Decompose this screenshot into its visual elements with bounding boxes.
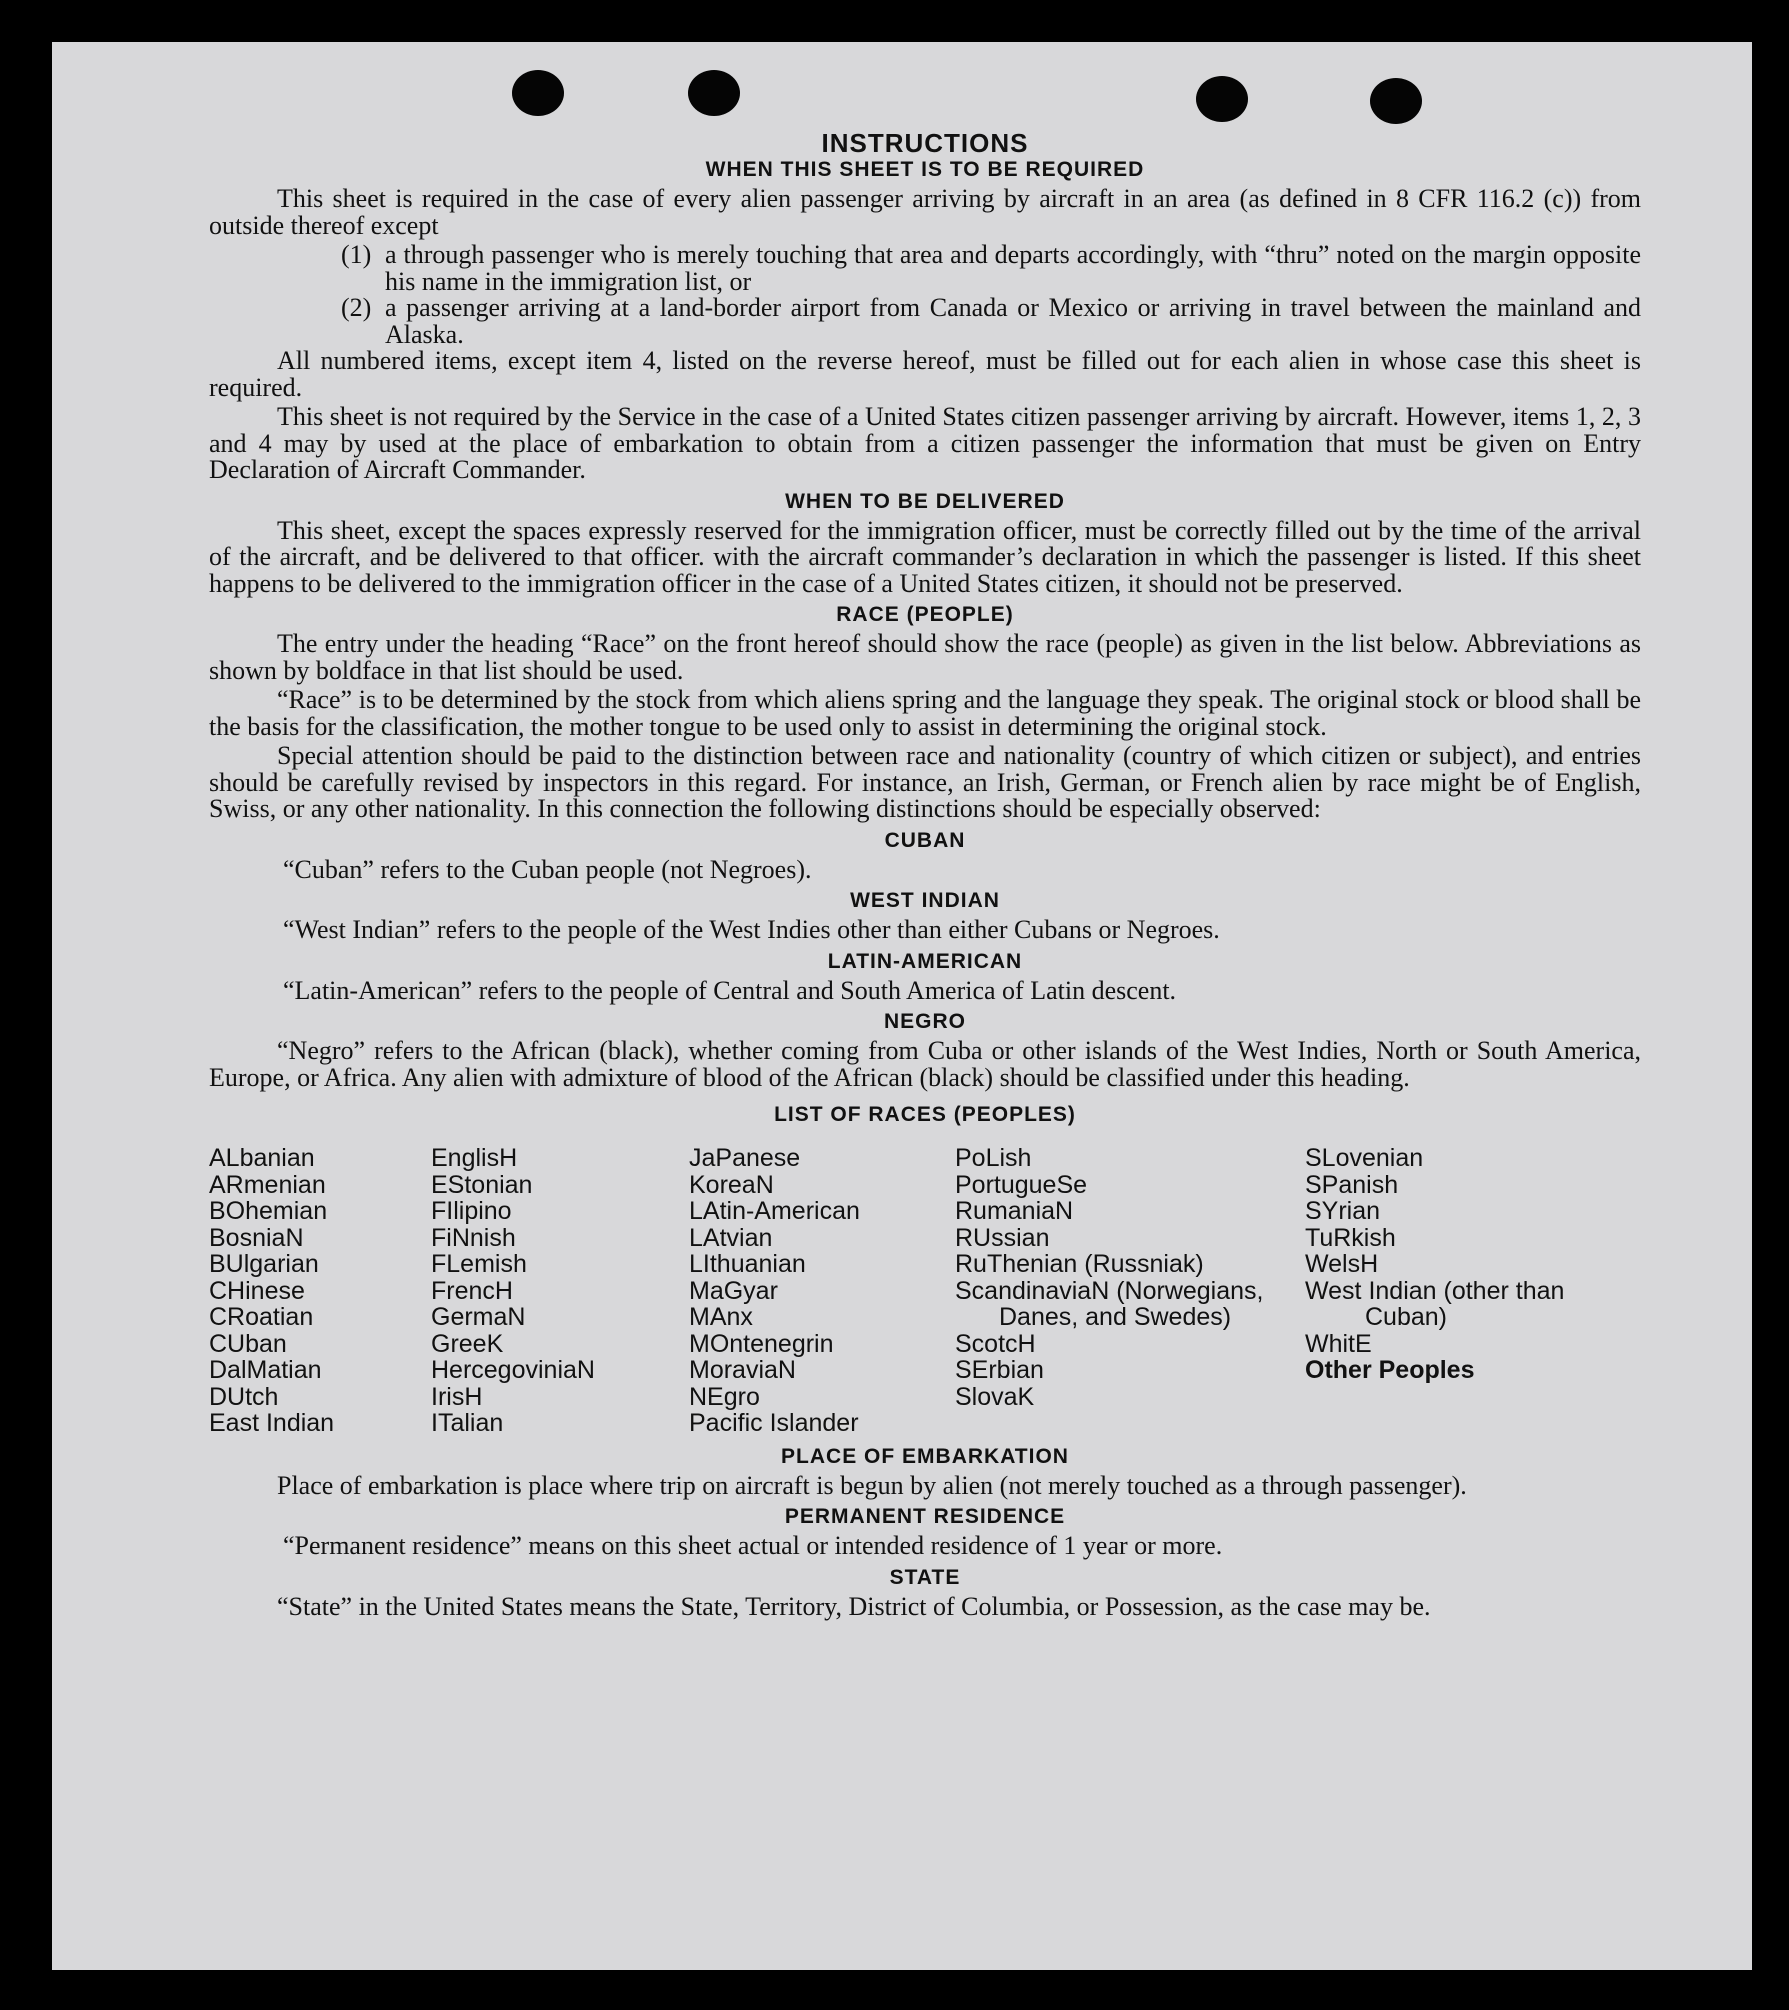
race-column xyxy=(431,1145,689,1437)
section-heading: RACE (PEOPLE) xyxy=(836,603,1014,626)
race-item: East Indian xyxy=(209,1409,335,1437)
paragraph: “Race” is to be determined by the stock from which aliens spring and the language they speak. The original stock or blood shall be the basis for the classification, the mother tongue to be used only to assist in determining the original stock. xyxy=(209,685,1641,741)
race-item: FLemish xyxy=(431,1250,527,1278)
race-item: HercegoviniaN xyxy=(431,1356,595,1384)
race-item: NEgro xyxy=(689,1382,760,1411)
race-item: Pacific Islander xyxy=(689,1409,859,1437)
race-item: IrisH xyxy=(431,1382,483,1411)
document-title: INSTRUCTIONS xyxy=(821,128,1029,158)
section-heading: PERMANENT RESIDENCE xyxy=(784,1505,1066,1528)
race-item: LIthuanian xyxy=(689,1250,806,1278)
instructions-content xyxy=(209,128,1641,1623)
paragraph: “West Indian” refers to the people of the West Indies other than either Cubans or Negroes. xyxy=(283,915,1220,944)
race-list xyxy=(209,1145,1641,1437)
race-item: WhitE xyxy=(1305,1329,1372,1358)
race-item: ScandinaviaN (Norwegians, Danes, and Swedes) xyxy=(955,1276,1264,1331)
race-item: PortugueSe xyxy=(955,1170,1088,1199)
race-item: GreeK xyxy=(431,1329,504,1358)
section-heading: WEST INDIAN xyxy=(850,889,1000,912)
item-number: (1) xyxy=(341,240,372,269)
race-item: CUban xyxy=(209,1329,287,1358)
race-item: RuThenian (Russniak) xyxy=(955,1250,1204,1278)
race-column xyxy=(689,1145,955,1437)
punch-hole xyxy=(1370,78,1422,124)
section-heading: LATIN-AMERICAN xyxy=(827,949,1023,973)
race-column xyxy=(1305,1145,1605,1437)
paragraph: “Negro” refers to the African (black), whether coming from Cuba or other islands of the West Indies, North or South America, Europe, or Africa. Any alien with admixture of blood of the African (black) should be classified under this heading. xyxy=(209,1036,1641,1092)
paragraph: This sheet, except the spaces expressly reserved for the immigration officer, must be correctly filled out by the time of the arrival of the aircraft, and be delivered to that officer. with the aircraft commander’s declaration in which the passenger is listed. If this sheet happens to be delivered to the immigration officer in the case of a United States citizen, it should not be preserved. xyxy=(209,515,1641,598)
paragraph: Place of embarkation is place where trip on aircraft is begun by alien (not merely touched as a through passenger). xyxy=(277,1470,1467,1500)
race-item: KoreaN xyxy=(689,1170,774,1199)
punch-hole xyxy=(1196,76,1248,122)
paragraph: “Cuban” refers to the Cuban people (not Negroes). xyxy=(283,854,812,884)
paragraph: All numbered items, except item 4, listed on the reverse hereof, must be filled out for each alien in whose case this sheet is required. xyxy=(209,346,1641,402)
paragraph: The entry under the heading “Race” on the front hereof should show the race (people) as given in the list below. Abbreviations as shown by boldface in that list should be used. xyxy=(209,629,1641,685)
race-item: DUtch xyxy=(209,1382,279,1411)
race-column xyxy=(955,1145,1305,1437)
race-item-other: Other Peoples xyxy=(1305,1356,1475,1384)
race-item: SLovenian xyxy=(1305,1144,1424,1172)
race-item: FIlipino xyxy=(431,1197,512,1225)
race-item: JaPanese xyxy=(689,1144,801,1172)
section-heading: LIST OF RACES (PEOPLES) xyxy=(774,1103,1076,1126)
section-heading: PLACE OF EMBARKATION xyxy=(781,1444,1069,1468)
race-item: DalMatian xyxy=(209,1356,322,1384)
section-heading: WHEN TO BE DELIVERED xyxy=(785,489,1065,513)
paragraph: “Latin-American” refers to the people of Central and South America of Latin descent. xyxy=(283,975,1177,1005)
section-heading: CUBAN xyxy=(884,828,966,852)
section-heading: WHEN THIS SHEET IS TO BE REQUIRED xyxy=(705,158,1145,181)
race-item: MOntenegrin xyxy=(689,1329,834,1358)
race-item: SPanish xyxy=(1305,1170,1399,1199)
race-item: West Indian (other than Cuban) xyxy=(1305,1276,1565,1331)
race-item: EnglisH xyxy=(431,1144,518,1172)
race-item: ARmenian xyxy=(209,1170,326,1199)
race-item: ScotcH xyxy=(955,1329,1036,1358)
race-item: CRoatian xyxy=(209,1303,314,1331)
race-item: ALbanian xyxy=(209,1144,315,1172)
race-item: MoraviaN xyxy=(689,1356,796,1384)
paragraph: “State” in the United States means the State, Territory, District of Columbia, or Possession, as the case may be. xyxy=(277,1591,1431,1621)
item-text: a passenger arriving at a land-border airport from Canada or Mexico or arriving in travel between the mainland and Alaska. xyxy=(385,293,1641,349)
paragraph: This sheet is not required by the Service in the case of a United States citizen passenger arriving by aircraft. However, items 1, 2, 3 and 4 may by used at the place of embarkation to obtain from a citizen passenger the information that must be given on Entry Declaration of Aircraft Commander. xyxy=(209,402,1641,484)
item-number: (2) xyxy=(341,293,372,322)
race-item: MaGyar xyxy=(689,1276,778,1305)
race-item: SlovaK xyxy=(955,1382,1035,1411)
numbered-item xyxy=(341,295,1641,348)
race-item: LAtin-American xyxy=(689,1197,860,1225)
section-heading: NEGRO xyxy=(883,1010,966,1033)
race-item: WelsH xyxy=(1305,1250,1379,1278)
race-item: RUssian xyxy=(955,1223,1050,1252)
race-item: GermaN xyxy=(431,1303,526,1331)
race-column xyxy=(209,1145,431,1437)
punch-hole xyxy=(512,70,564,116)
race-item: SYrian xyxy=(1305,1197,1381,1225)
race-item: CHinese xyxy=(209,1276,305,1305)
race-item: BUlgarian xyxy=(209,1250,319,1278)
race-item: EStonian xyxy=(431,1170,533,1199)
punch-hole xyxy=(688,70,740,116)
race-item: LAtvian xyxy=(689,1223,773,1252)
document-page xyxy=(52,42,1752,1970)
race-item: BosniaN xyxy=(209,1223,304,1252)
paragraph: “Permanent residence” means on this sheet actual or intended residence of 1 year or more. xyxy=(283,1531,1223,1560)
race-item: FrencH xyxy=(431,1276,513,1305)
race-item: TuRkish xyxy=(1305,1223,1396,1252)
numbered-item xyxy=(341,242,1641,295)
race-item: RumaniaN xyxy=(955,1197,1074,1225)
race-item: MAnx xyxy=(689,1303,753,1331)
race-item: BOhemian xyxy=(209,1197,328,1225)
race-item: FiNnish xyxy=(431,1223,516,1252)
paragraph: This sheet is required in the case of every alien passenger arriving by aircraft in an area (as defined in 8 CFR 116.2 (c)) from outside thereof except xyxy=(209,184,1641,240)
paragraph: Special attention should be paid to the distinction between race and nationality (country of which citizen or subject), and entries should be carefully revised by inspectors in this regard. For instance, an Irish, German, or French alien by race might be of English, Swiss, or any other nationality. In this connection the following distinctions should be especially observed: xyxy=(209,741,1641,823)
item-text: a through passenger who is merely touching that area and departs accordingly, with “thru” noted on the margin opposite his name in the immigration list, or xyxy=(385,240,1641,296)
race-item: SErbian xyxy=(955,1356,1044,1384)
race-item: PoLish xyxy=(955,1144,1032,1172)
section-heading: STATE xyxy=(889,1565,961,1589)
race-item: ITalian xyxy=(431,1409,504,1437)
